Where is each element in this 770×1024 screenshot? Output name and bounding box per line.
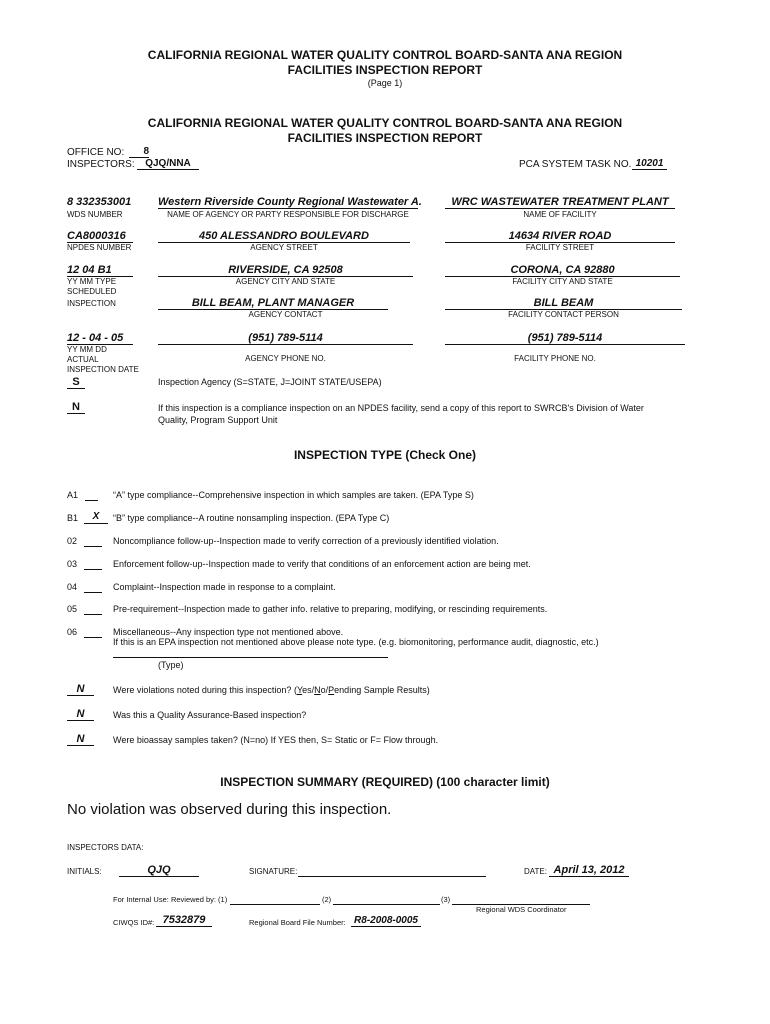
reviewer-1-line[interactable] xyxy=(230,904,320,905)
agency-city-value[interactable]: RIVERSIDE, CA 92508 xyxy=(158,264,413,277)
type-code-04: 04 xyxy=(67,582,78,592)
violations-q-p: P xyxy=(328,685,335,695)
violations-q-pre: Were violations noted during this inspection? ( xyxy=(113,685,297,695)
type-text-a1: “A” type compliance--Comprehensive inspection in which samples are taken. (EPA Type S) xyxy=(113,490,474,500)
type-text-06: Miscellaneous--Any inspection type not mentioned above. xyxy=(113,627,344,637)
actual-label-1: YY MM DD xyxy=(67,345,107,354)
agency-street-value[interactable]: 450 ALESSANDRO BOULEVARD xyxy=(158,230,410,243)
actual-date-value[interactable]: 12 - 04 - 05 xyxy=(67,332,133,345)
agency-contact-label: AGENCY CONTACT xyxy=(248,310,323,319)
ciwqs-label: CIWQS ID#: xyxy=(113,918,155,927)
violations-q-y: Y xyxy=(296,685,303,695)
wds-number-value[interactable]: 8 332353001 xyxy=(67,196,132,208)
violations-q-pending: ending Sample Results) xyxy=(334,685,430,695)
type-check-04[interactable] xyxy=(84,580,102,593)
type-misc-entry-line[interactable] xyxy=(113,657,388,658)
agency-phone-value[interactable]: (951) 789-5114 xyxy=(158,332,413,345)
scheduled-label-1: YY MM TYPE xyxy=(67,277,117,286)
reviewer-2-line[interactable] xyxy=(333,904,440,905)
date-label: DATE: xyxy=(524,867,547,876)
actual-label-2: ACTUAL xyxy=(67,355,99,364)
type-code-02: 02 xyxy=(67,536,78,546)
qa-question: Was this a Quality Assurance-Based inspection? xyxy=(113,710,307,720)
npdes-compliance-text-1: If this inspection is a compliance inspection on an NPDES facility, send a copy of this report to SWRCB's Division of Water xyxy=(158,403,644,413)
inspection-agency-label: Inspection Agency (S=STATE, J=JOINT STATE/USEPA) xyxy=(158,377,382,387)
inspectors-data-label: INSPECTORS DATA: xyxy=(67,843,144,852)
date-value[interactable]: April 13, 2012 xyxy=(549,864,629,877)
facility-street-value[interactable]: 14634 RIVER ROAD xyxy=(445,230,675,243)
report-title-1: CALIFORNIA REGIONAL WATER QUALITY CONTROL BOARD-SANTA ANA REGION xyxy=(147,116,623,130)
type-code-b1: B1 xyxy=(67,513,79,523)
inspectors-label: INSPECTORS: xyxy=(67,159,135,170)
npdes-compliance-text-2: Quality, Program Support Unit xyxy=(158,415,278,425)
facility-name-label: NAME OF FACILITY xyxy=(523,210,597,219)
type-text-04: Complaint--Inspection made in response to a complaint. xyxy=(113,582,336,592)
page-number: (Page 1) xyxy=(367,78,403,88)
facility-city-label: FACILITY CITY AND STATE xyxy=(512,277,613,286)
bioassay-answer[interactable]: N xyxy=(67,733,94,746)
scheduled-label-3: INSPECTION xyxy=(67,299,116,308)
type-code-06: 06 xyxy=(67,627,78,637)
facility-name-value[interactable]: WRC WASTEWATER TREATMENT PLANT xyxy=(445,196,675,209)
type-text-05: Pre-requirement--Inspection made to gather info. relative to preparing, modifying, or rescinding requirements. xyxy=(113,604,548,614)
coordinator-label: Regional WDS Coordinator xyxy=(476,905,567,914)
agency-city-label: AGENCY CITY AND STATE xyxy=(235,277,336,286)
signature-line[interactable] xyxy=(298,876,486,877)
ciwqs-value[interactable]: 7532879 xyxy=(156,914,212,927)
type-code-a1: A1 xyxy=(67,490,79,500)
header-title-1: CALIFORNIA REGIONAL WATER QUALITY CONTROL BOARD-SANTA ANA REGION xyxy=(147,48,623,62)
facility-city-value[interactable]: CORONA, CA 92880 xyxy=(445,264,680,277)
scheduled-value[interactable]: 12 04 B1 xyxy=(67,264,133,277)
agency-contact-value[interactable]: BILL BEAM, PLANT MANAGER xyxy=(158,297,388,310)
type-text-b1: “B” type compliance--A routine nonsampling inspection. (EPA Type C) xyxy=(113,513,390,523)
pca-value[interactable]: 10201 xyxy=(632,158,667,170)
agency-name-label: NAME OF AGENCY OR PARTY RESPONSIBLE FOR DISCHARGE xyxy=(167,210,409,219)
type-check-b1[interactable]: X xyxy=(84,511,108,524)
facility-contact-value[interactable]: BILL BEAM xyxy=(445,297,682,310)
facility-phone-value[interactable]: (951) 789-5114 xyxy=(445,332,685,345)
violations-q-n: N xyxy=(314,685,321,695)
facility-phone-label: FACILITY PHONE NO. xyxy=(514,354,596,363)
reviewer-2-label: (2) xyxy=(322,895,332,904)
bioassay-question: Were bioassay samples taken? (N=no) If YES then, S= Static or F= Flow through. xyxy=(113,735,439,745)
file-number-label: Regional Board File Number: xyxy=(249,918,346,927)
violations-q-no: o/ xyxy=(320,685,329,695)
agency-street-label: AGENCY STREET xyxy=(250,243,318,252)
inspection-type-heading: INSPECTION TYPE (Check One) xyxy=(293,448,477,462)
summary-heading: INSPECTION SUMMARY (REQUIRED) (100 character limit) xyxy=(220,775,550,789)
type-misc-type-label: (Type) xyxy=(158,660,184,670)
type-text-03: Enforcement follow-up--Inspection made to verify that conditions of an enforcement action are being met. xyxy=(113,559,531,569)
wds-number-label: WDS NUMBER xyxy=(67,210,123,219)
type-check-03[interactable] xyxy=(84,557,102,570)
summary-text[interactable]: No violation was observed during this inspection. xyxy=(67,801,392,818)
qa-answer[interactable]: N xyxy=(67,708,94,721)
reviewer-3-label: (3) xyxy=(441,895,451,904)
type-check-05[interactable] xyxy=(84,602,102,615)
type-check-06[interactable] xyxy=(84,625,102,638)
initials-label: INITIALS: xyxy=(67,867,102,876)
scheduled-label-2: SCHEDULED xyxy=(67,287,117,296)
npdes-compliance-value[interactable]: N xyxy=(67,401,85,414)
npdes-number-value[interactable]: CA8000316 xyxy=(67,230,133,243)
type-code-03: 03 xyxy=(67,559,78,569)
facility-street-label: FACILITY STREET xyxy=(525,243,595,252)
internal-use-label: For Internal Use: Reviewed by: (1) xyxy=(113,895,228,904)
type-check-a1[interactable] xyxy=(85,488,98,501)
initials-value[interactable]: QJQ xyxy=(119,864,199,877)
signature-label: SIGNATURE: xyxy=(249,867,298,876)
inspectors-value[interactable]: QJQ/NNA xyxy=(137,158,199,170)
actual-label-3: INSPECTION DATE xyxy=(67,365,139,374)
header-title-2: FACILITIES INSPECTION REPORT xyxy=(287,63,483,77)
facility-contact-label: FACILITY CONTACT PERSON xyxy=(508,310,619,319)
agency-phone-label: AGENCY PHONE NO. xyxy=(245,354,326,363)
type-code-05: 05 xyxy=(67,604,78,614)
type-check-02[interactable] xyxy=(84,534,102,547)
report-title-2: FACILITIES INSPECTION REPORT xyxy=(287,131,483,145)
type-text-02: Noncompliance follow-up--Inspection made to verify correction of a previously identified violation. xyxy=(113,536,499,546)
violations-answer[interactable]: N xyxy=(67,683,94,696)
inspection-agency-value[interactable]: S xyxy=(67,376,85,389)
agency-name-value[interactable]: Western Riverside County Regional Wastewater A. xyxy=(158,196,422,208)
pca-label: PCA SYSTEM TASK NO. xyxy=(519,159,632,170)
type-misc-line-2: If this is an EPA inspection not mentioned above please note type. (e.g. biomonitoring, performance audit, diagnostic, etc.) xyxy=(113,637,599,647)
violations-q-yes: es/ xyxy=(302,685,315,695)
office-value[interactable]: 8 xyxy=(129,146,149,158)
file-number-value[interactable]: R8-2008-0005 xyxy=(351,915,421,927)
npdes-number-label: NPDES NUMBER xyxy=(67,243,132,252)
office-label: OFFICE NO: xyxy=(67,147,125,158)
violations-question xyxy=(113,685,430,695)
